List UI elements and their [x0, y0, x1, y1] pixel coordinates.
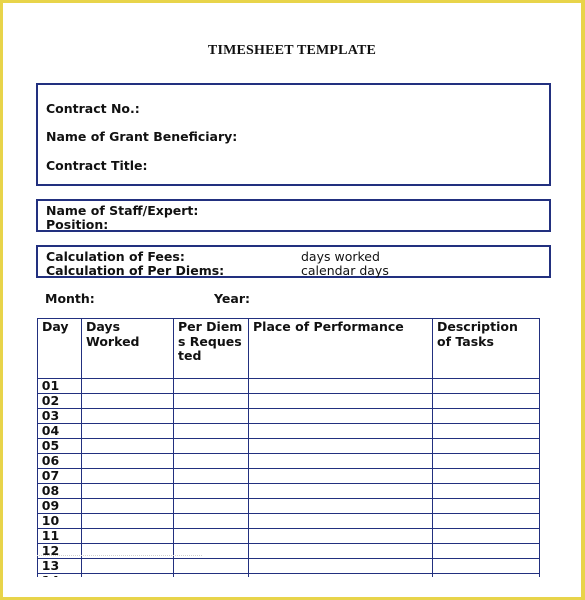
table-row	[38, 529, 540, 544]
day-cell: 02	[38, 394, 82, 409]
table-row	[38, 409, 540, 424]
per-diems-label: Calculation of Per Diems:	[46, 263, 225, 278]
page-bottom-edge	[3, 577, 581, 597]
header-per-diems: Per Diems Requested	[174, 319, 249, 379]
contract-no-label: Contract No.:	[46, 101, 140, 116]
days-worked-cell[interactable]	[82, 379, 174, 394]
per-diems-cell[interactable]	[174, 394, 249, 409]
days-worked-cell[interactable]	[82, 559, 174, 574]
per-diems-cell[interactable]	[174, 424, 249, 439]
per-diems-cell[interactable]	[174, 379, 249, 394]
fees-unit: days worked	[301, 249, 380, 264]
days-worked-cell[interactable]	[82, 424, 174, 439]
days-worked-cell[interactable]	[82, 544, 174, 559]
day-cell: 13	[38, 559, 82, 574]
place-cell[interactable]	[249, 424, 433, 439]
table-row	[38, 439, 540, 454]
description-cell[interactable]	[433, 424, 540, 439]
description-cell[interactable]	[433, 499, 540, 514]
staff-info-box	[36, 199, 551, 232]
position-label: Position:	[46, 217, 109, 232]
header-day: Day	[38, 319, 82, 379]
table-row	[38, 484, 540, 499]
place-cell[interactable]	[249, 379, 433, 394]
per-diems-cell[interactable]	[174, 559, 249, 574]
place-cell[interactable]	[249, 394, 433, 409]
description-cell[interactable]	[433, 469, 540, 484]
day-cell: 08	[38, 484, 82, 499]
place-cell[interactable]	[249, 484, 433, 499]
table-row	[38, 379, 540, 394]
per-diems-cell[interactable]	[174, 484, 249, 499]
place-cell[interactable]	[249, 454, 433, 469]
per-diems-cell[interactable]	[174, 514, 249, 529]
day-cell: 11	[38, 529, 82, 544]
days-worked-cell[interactable]	[82, 439, 174, 454]
day-cell: 12	[38, 544, 82, 559]
header-description: Description of Tasks	[433, 319, 540, 379]
description-cell[interactable]	[433, 454, 540, 469]
place-cell[interactable]	[249, 439, 433, 454]
page-title: TIMESHEET TEMPLATE	[207, 43, 377, 58]
year-label: Year:	[214, 291, 250, 306]
per-diems-cell[interactable]	[174, 439, 249, 454]
day-cell: 05	[38, 439, 82, 454]
day-cell: 10	[38, 514, 82, 529]
description-cell[interactable]	[433, 559, 540, 574]
description-cell[interactable]	[433, 394, 540, 409]
contract-info-box	[36, 83, 551, 186]
table-row	[38, 559, 540, 574]
day-cell: 01	[38, 379, 82, 394]
day-cell: 04	[38, 424, 82, 439]
day-cell: 03	[38, 409, 82, 424]
days-worked-cell[interactable]	[82, 394, 174, 409]
watermark-dots	[37, 555, 202, 556]
days-worked-cell[interactable]	[82, 499, 174, 514]
grant-beneficiary-label: Name of Grant Beneficiary:	[46, 129, 238, 144]
days-worked-cell[interactable]	[82, 514, 174, 529]
place-cell[interactable]	[249, 409, 433, 424]
per-diems-cell[interactable]	[174, 499, 249, 514]
per-diems-cell[interactable]	[174, 529, 249, 544]
table-row	[38, 394, 540, 409]
place-cell[interactable]	[249, 529, 433, 544]
table-row	[38, 544, 540, 559]
fees-label: Calculation of Fees:	[46, 249, 185, 264]
timesheet-page	[3, 3, 581, 597]
description-cell[interactable]	[433, 529, 540, 544]
table-row	[38, 499, 540, 514]
month-label: Month:	[45, 291, 95, 306]
description-cell[interactable]	[433, 439, 540, 454]
description-cell[interactable]	[433, 379, 540, 394]
description-cell[interactable]	[433, 484, 540, 499]
header-days-worked: Days Worked	[82, 319, 174, 379]
timesheet-table	[37, 318, 540, 589]
day-cell: 09	[38, 499, 82, 514]
place-cell[interactable]	[249, 499, 433, 514]
place-cell[interactable]	[249, 469, 433, 484]
header-place: Place of Performance	[249, 319, 433, 379]
place-cell[interactable]	[249, 544, 433, 559]
per-diems-cell[interactable]	[174, 544, 249, 559]
description-cell[interactable]	[433, 544, 540, 559]
per-diems-unit: calendar days	[301, 263, 389, 278]
days-worked-cell[interactable]	[82, 409, 174, 424]
day-cell: 07	[38, 469, 82, 484]
contract-title-label: Contract Title:	[46, 158, 148, 173]
fees-box	[36, 245, 551, 278]
table-row	[38, 469, 540, 484]
per-diems-cell[interactable]	[174, 454, 249, 469]
day-cell: 06	[38, 454, 82, 469]
table-row	[38, 424, 540, 439]
description-cell[interactable]	[433, 409, 540, 424]
staff-name-label: Name of Staff/Expert:	[46, 203, 199, 218]
days-worked-cell[interactable]	[82, 469, 174, 484]
per-diems-cell[interactable]	[174, 409, 249, 424]
days-worked-cell[interactable]	[82, 454, 174, 469]
table-row	[38, 454, 540, 469]
place-cell[interactable]	[249, 559, 433, 574]
days-worked-cell[interactable]	[82, 529, 174, 544]
place-cell[interactable]	[249, 514, 433, 529]
table-header-row	[38, 319, 540, 379]
days-worked-cell[interactable]	[82, 484, 174, 499]
description-cell[interactable]	[433, 514, 540, 529]
table-row	[38, 514, 540, 529]
per-diems-cell[interactable]	[174, 469, 249, 484]
